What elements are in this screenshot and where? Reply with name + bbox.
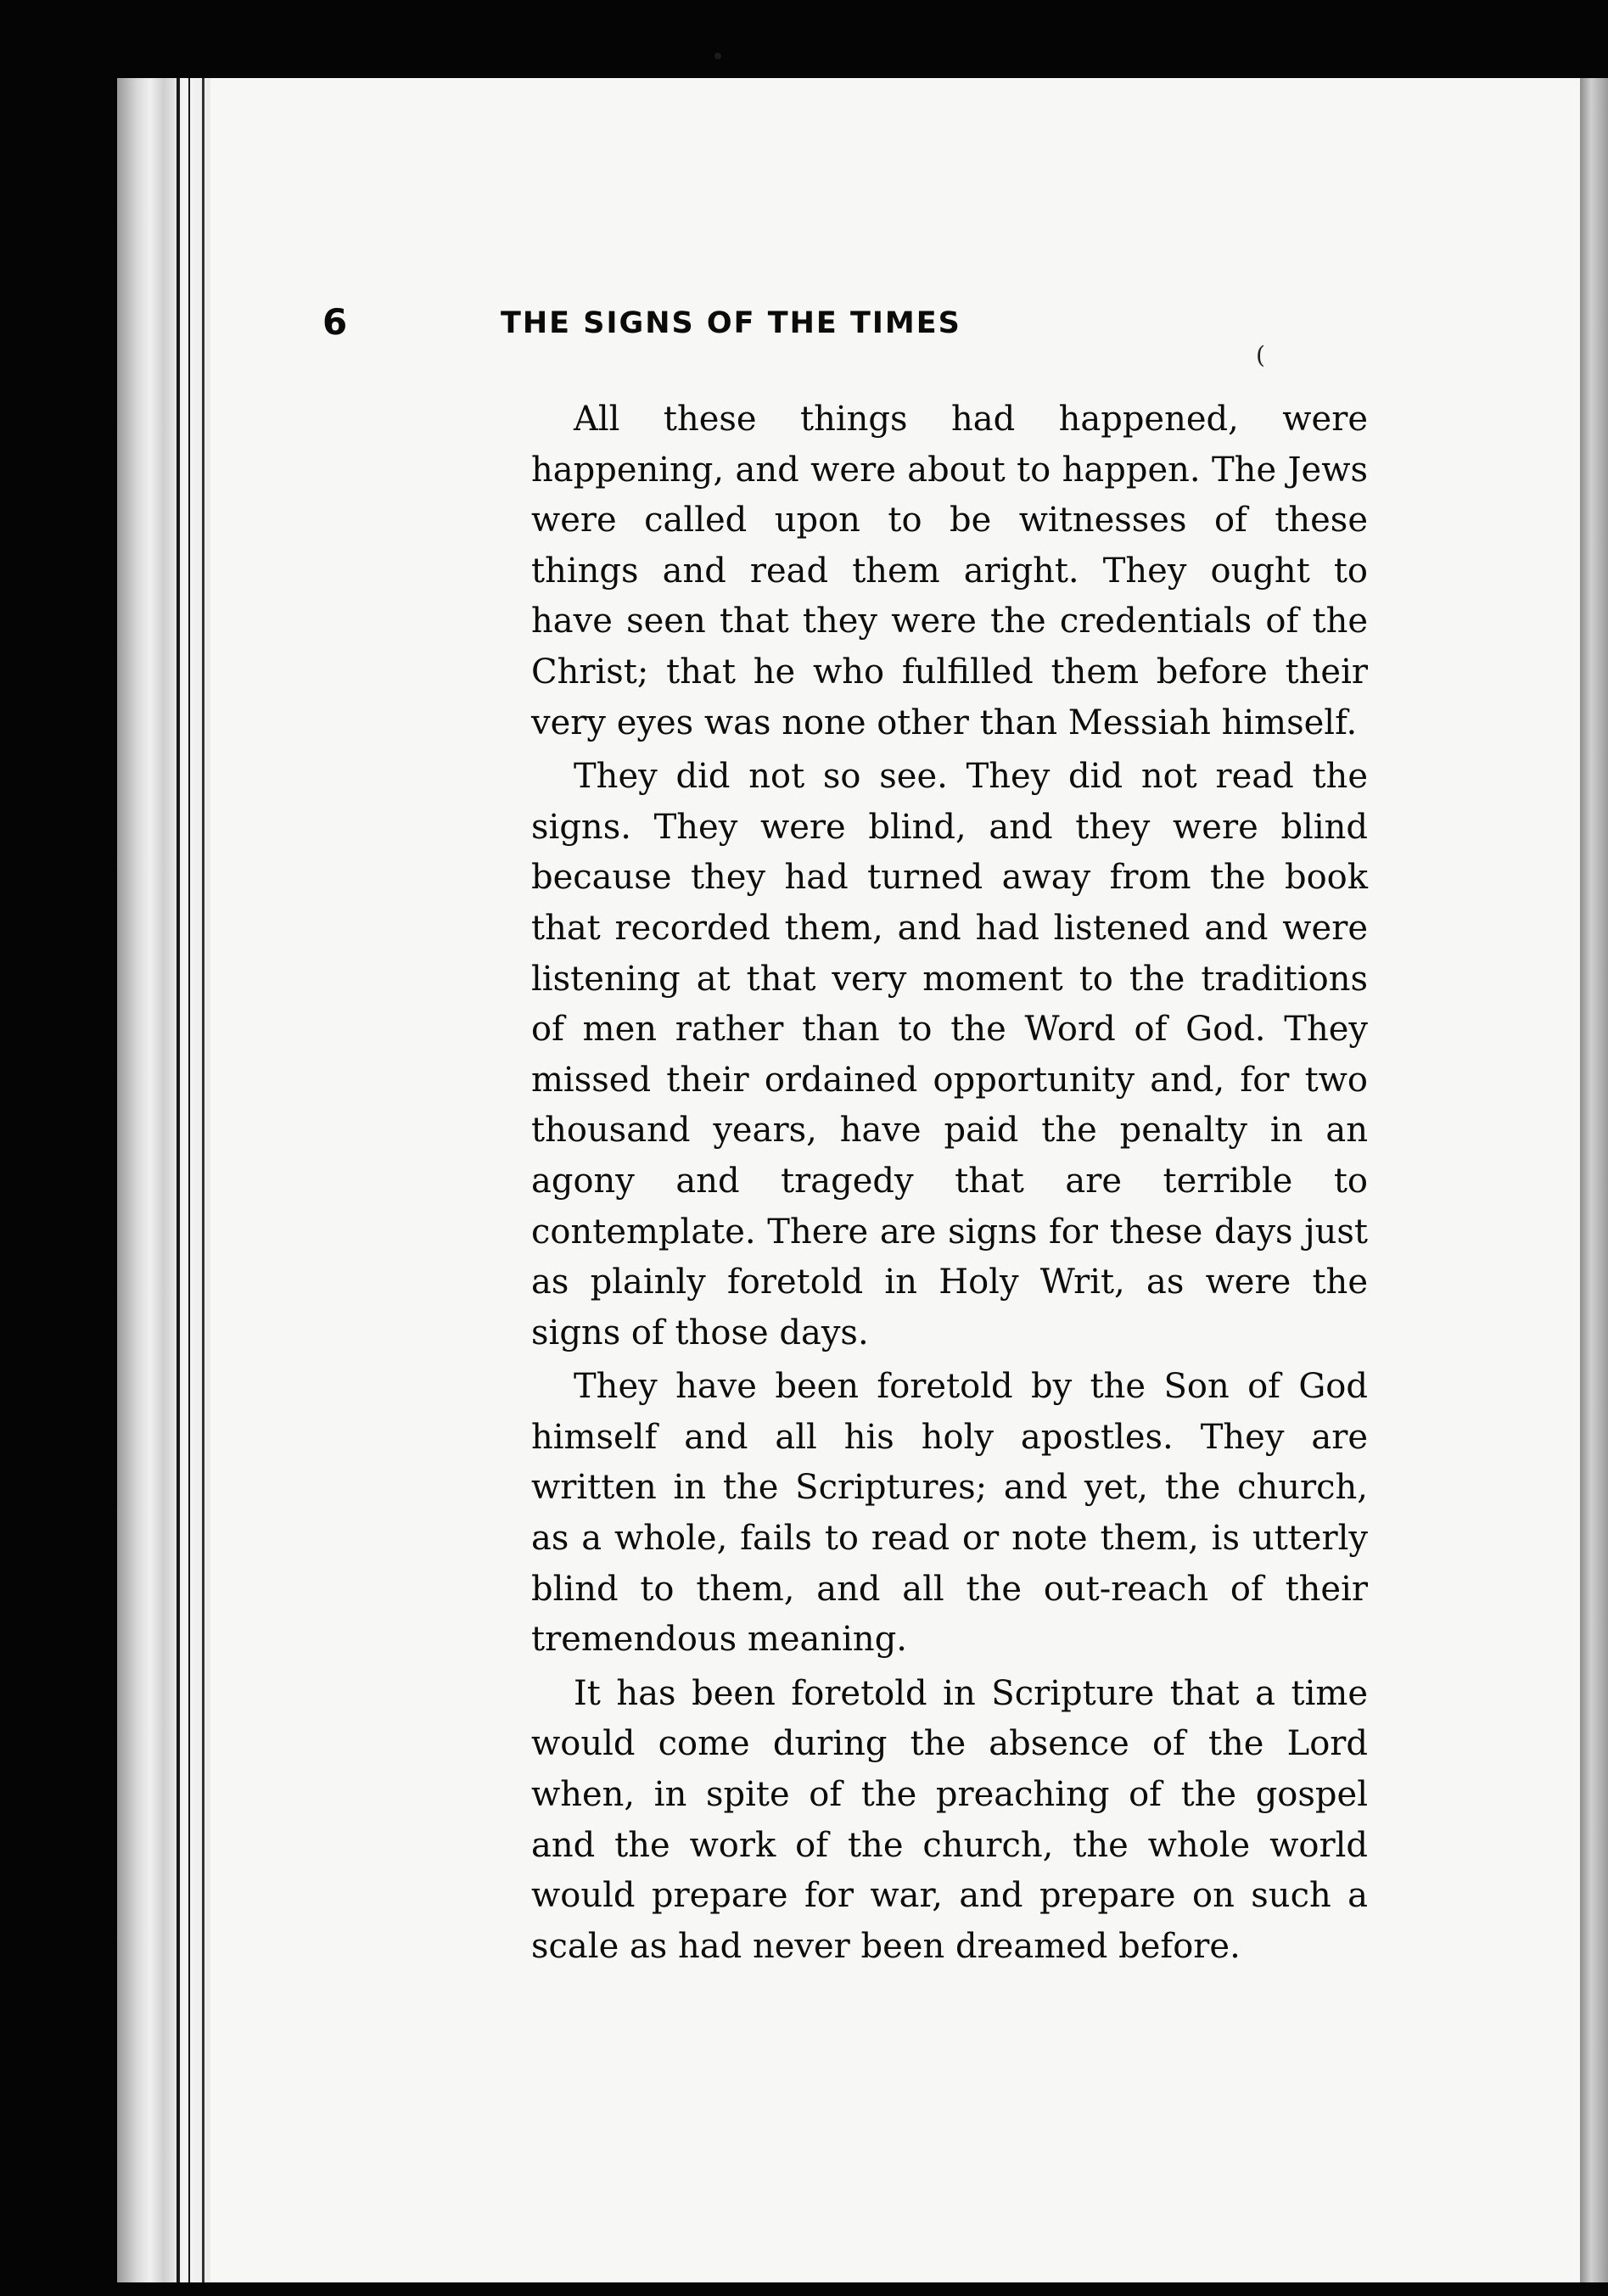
page-edge-line bbox=[176, 78, 180, 2282]
page-edge-line bbox=[188, 78, 190, 2282]
running-head-title: THE SIGNS OF THE TIMES bbox=[501, 306, 961, 340]
body-text bbox=[531, 395, 1368, 1975]
scan-speck bbox=[714, 53, 721, 59]
paragraph-1: All these things had happened, were happening, and were about to happen. The Jews were called upon to be witnesses of these things and read them aright. They ought to have seen that they were the credentials of the Christ; that he who fulfilled them before their very eyes was none other than Messiah himself. bbox=[531, 400, 1368, 742]
page-edge-line bbox=[202, 78, 205, 2282]
running-head bbox=[322, 301, 1196, 352]
paragraph-3: They have been foretold by the Son of God himself and all his holy apostles. They are written in the Scriptures; and yet, the church, as a whole, fails to read or note them, is utterly blind to them, and all the out-reach of their tremendous meaning. bbox=[531, 1367, 1368, 1660]
paragraph-2: They did not so see. They did not read the signs. They were blind, and they were blind because they had turned away from the book that recorded them, and had listened and were listening at that very moment to the traditions of men rather than to the Word of God. They missed their ordained opportunity and, for two thousand years, have paid the penalty in an agony and tragedy that are terrible to contemplate. There are signs for these days just as plainly foretold in Holy Writ, as were the signs of those days. bbox=[531, 757, 1368, 1352]
paragraph-4: It has been foretold in Scripture that a time would come during the absence of the Lord when, in spite of the preaching of the gospel and the work of the church, the whole world would prepare for war, and prepare on such a scale as had never been dreamed before. bbox=[531, 1673, 1368, 1966]
margin-mark: ( bbox=[1256, 341, 1265, 369]
right-page-edge bbox=[1580, 78, 1608, 2282]
page-number: 6 bbox=[322, 301, 348, 343]
